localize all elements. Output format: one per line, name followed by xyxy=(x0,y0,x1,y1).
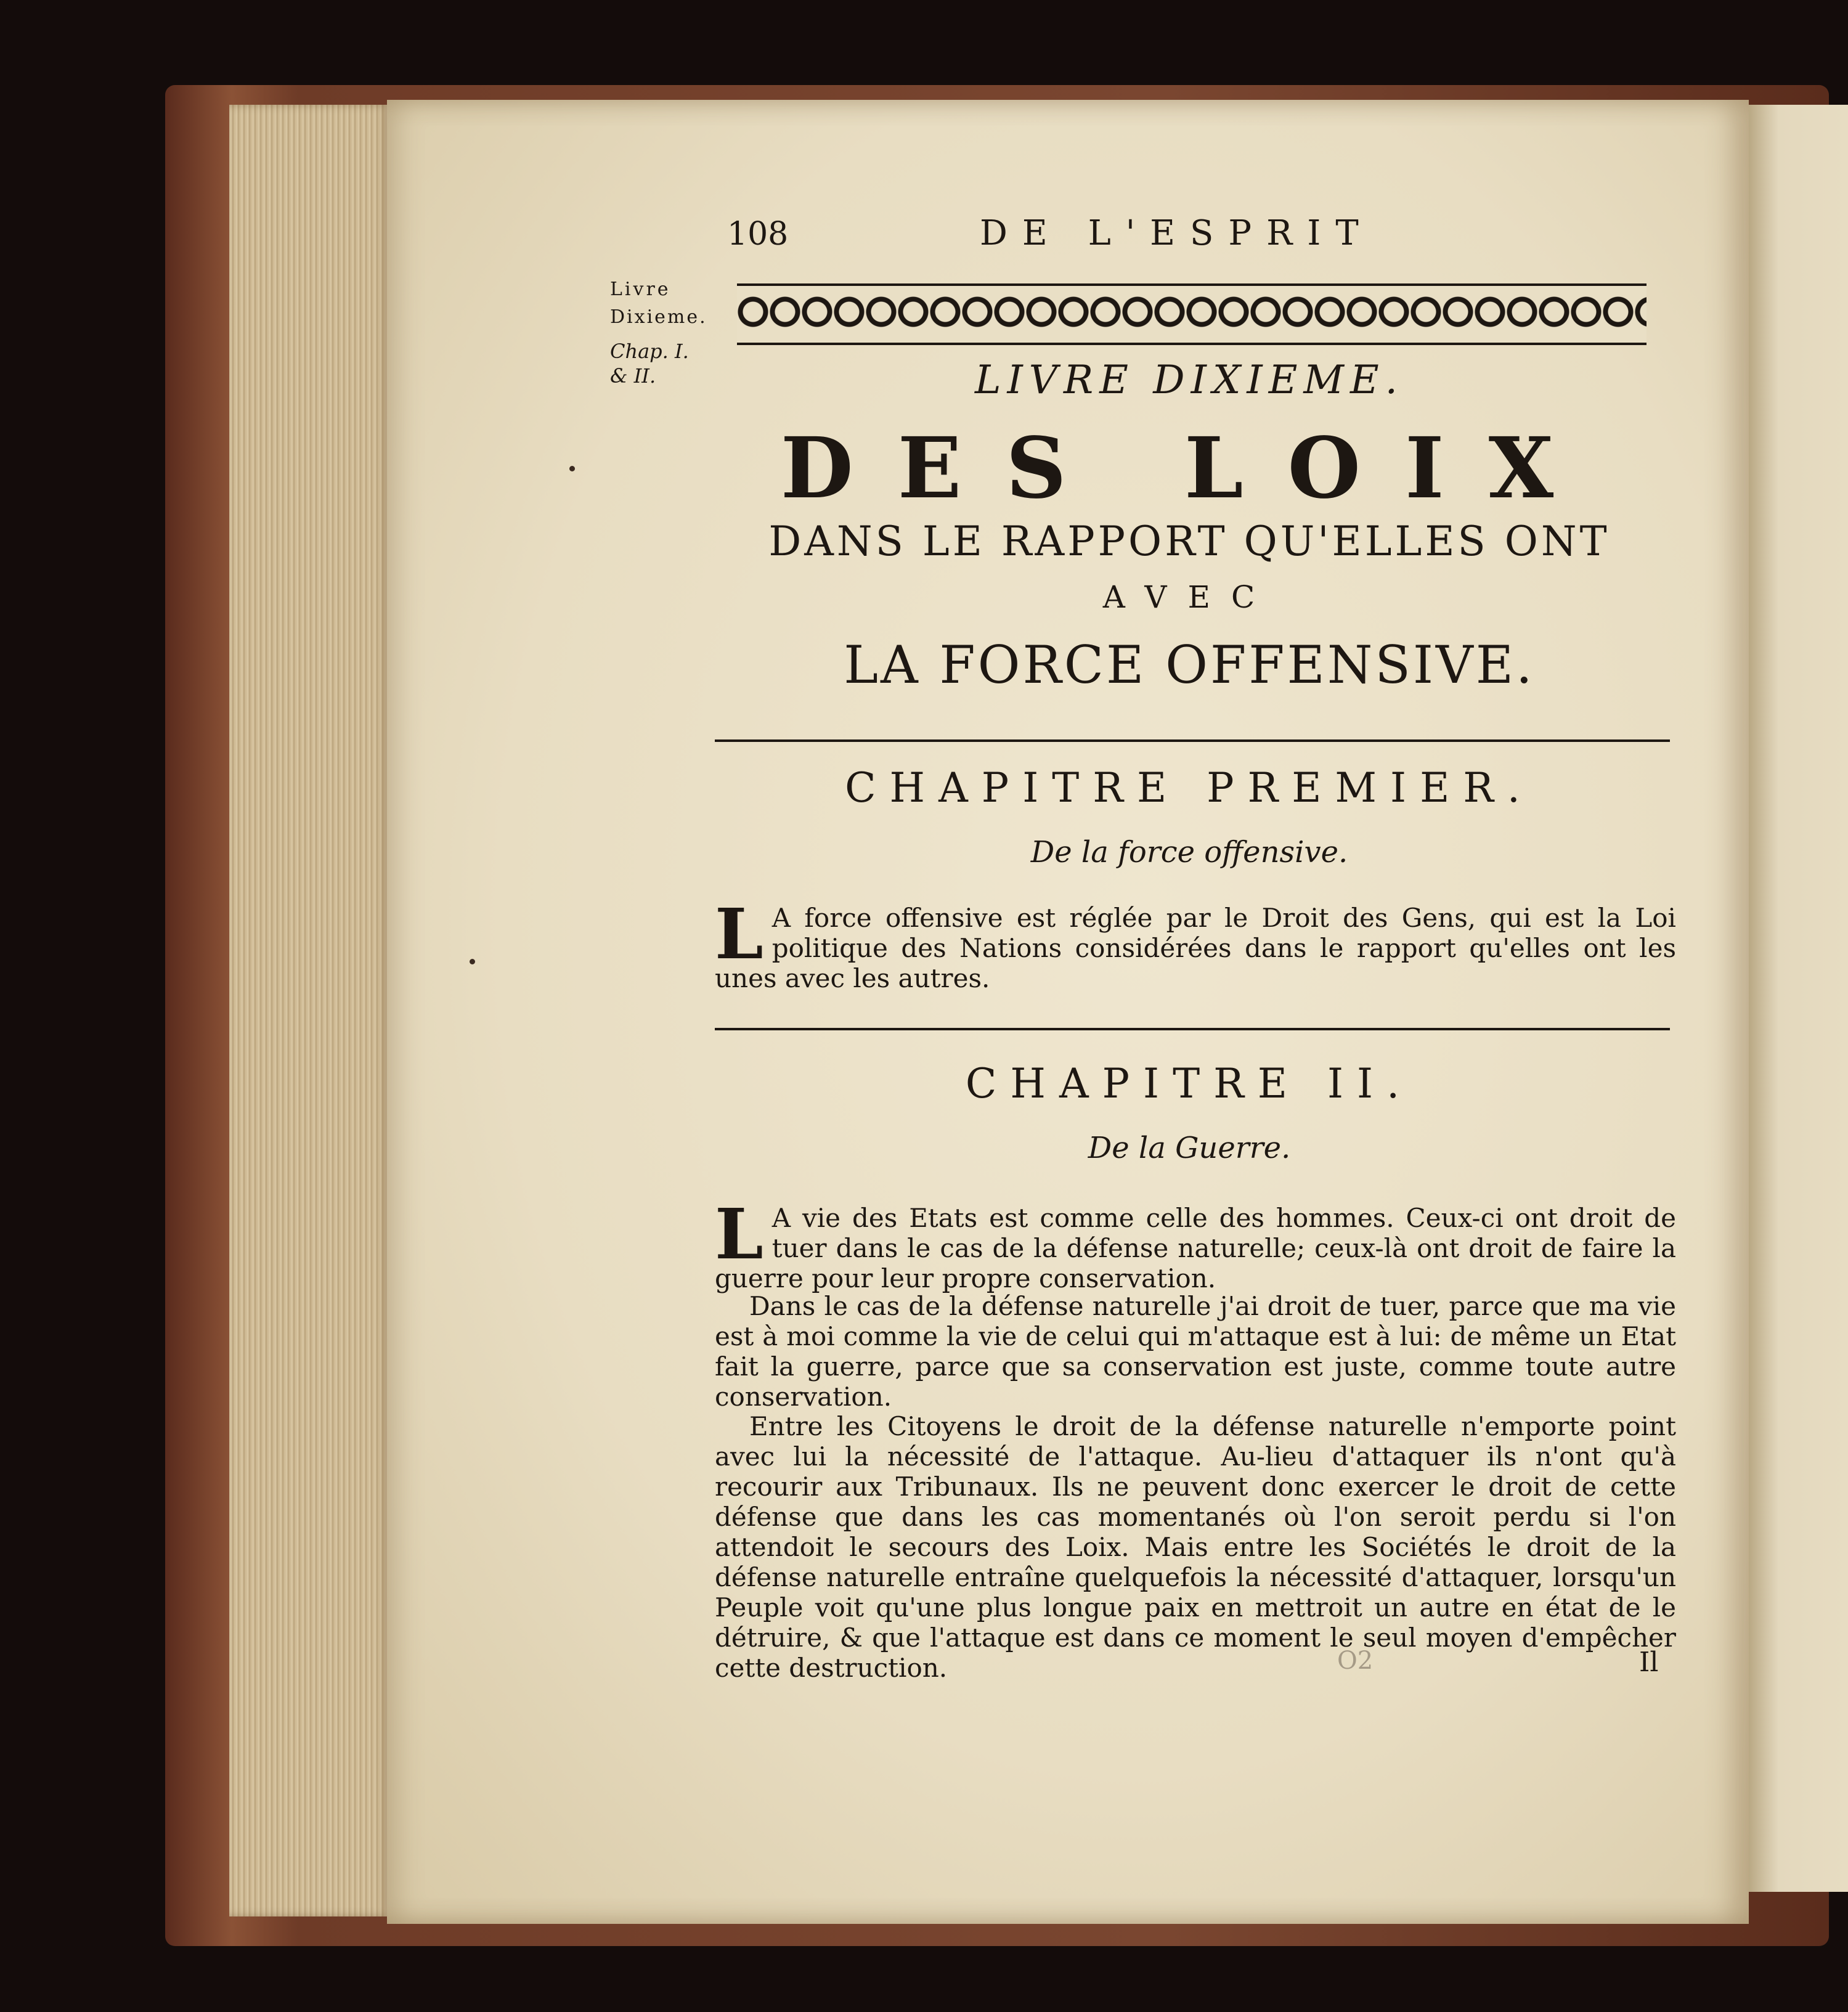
dropcap: L xyxy=(715,1194,763,1275)
subtitle-line-3: LA FORCE OFFENSIVE. xyxy=(844,635,1535,695)
page-number: 108 xyxy=(727,216,789,253)
margin-note-number: Dixieme. xyxy=(610,306,707,328)
speck xyxy=(470,959,475,964)
chapter-2-paragraph-3: Entre les Citoyens le droit de la défense naturelle n'emporte point avec lui la nécessité de l'attaque. Au-lieu d'attaquer ils n'ont qu'à recourir aux Tribunaux. Ils ne peuvent donc exercer le droit de cette défense que dans les cas momentanés où l'on seroit perdu si l'on attendoit le secours des Loix. Mais entre les Sociétés le droit de la défense naturelle entraîne quelquefois la nécessité d'attaquer, lorsqu'un Peuple voit qu'une plus longue paix en mettroit un autre en état de le détruire, & que l'attaque est dans ce moment le seul moyen d'empêcher cette destruction. xyxy=(715,1411,1676,1683)
paragraph-text: A force offensive est réglée par le Droit des Gens, qui est la Loi politique des Nations considérées dans le rapport qu'elles ont les unes avec les autres. xyxy=(715,903,1676,993)
facing-page-edge xyxy=(1749,105,1848,1892)
catchword: Il xyxy=(1639,1647,1659,1678)
speck xyxy=(569,466,575,471)
chapter-1-subtitle: De la force offensive. xyxy=(1030,835,1348,870)
paragraph-text: A vie des Etats est comme celle des hommes. Ceux-ci ont droit de tuer dans le cas de la défense naturelle; ceux-là ont droit de faire la guerre pour leur propre conservation. xyxy=(715,1203,1676,1293)
headpiece-ornament xyxy=(737,283,1647,345)
subtitle-line-1: DANS LE RAPPORT QU'ELLES ONT xyxy=(768,518,1610,565)
divider-rule xyxy=(715,739,1670,742)
chapter-2-paragraph-1 xyxy=(715,1194,1676,1293)
page-edges xyxy=(229,105,389,1916)
margin-note-chapter-2: & II. xyxy=(610,364,656,388)
margin-note-chapter: Chap. I. xyxy=(610,340,689,363)
divider-rule xyxy=(715,1028,1670,1030)
signature-mark: O2 xyxy=(1337,1647,1374,1675)
margin-note-book: Livre xyxy=(610,279,671,300)
chapter-1-paragraph xyxy=(715,894,1676,993)
subtitle-line-2: AVEC xyxy=(1102,579,1276,615)
dropcap: L xyxy=(715,894,763,975)
book-title: LIVRE DIXIEME. xyxy=(975,357,1404,403)
chapter-1-heading: CHAPITRE PREMIER. xyxy=(845,764,1534,812)
main-title: DES LOIX xyxy=(780,419,1598,518)
running-head: DE L'ESPRIT xyxy=(980,213,1374,253)
chapter-2-paragraph-2: Dans le cas de la défense naturelle j'ai droit de tuer, parce que ma vie est à moi comme la vie de celui qui m'attaque est à lui: de même un Etat fait la guerre, parce que sa conservation est juste, comme toute autre conservation. xyxy=(715,1291,1676,1412)
chapter-2-heading: CHAPITRE II. xyxy=(965,1060,1414,1107)
chapter-2-subtitle: De la Guerre. xyxy=(1088,1131,1291,1165)
